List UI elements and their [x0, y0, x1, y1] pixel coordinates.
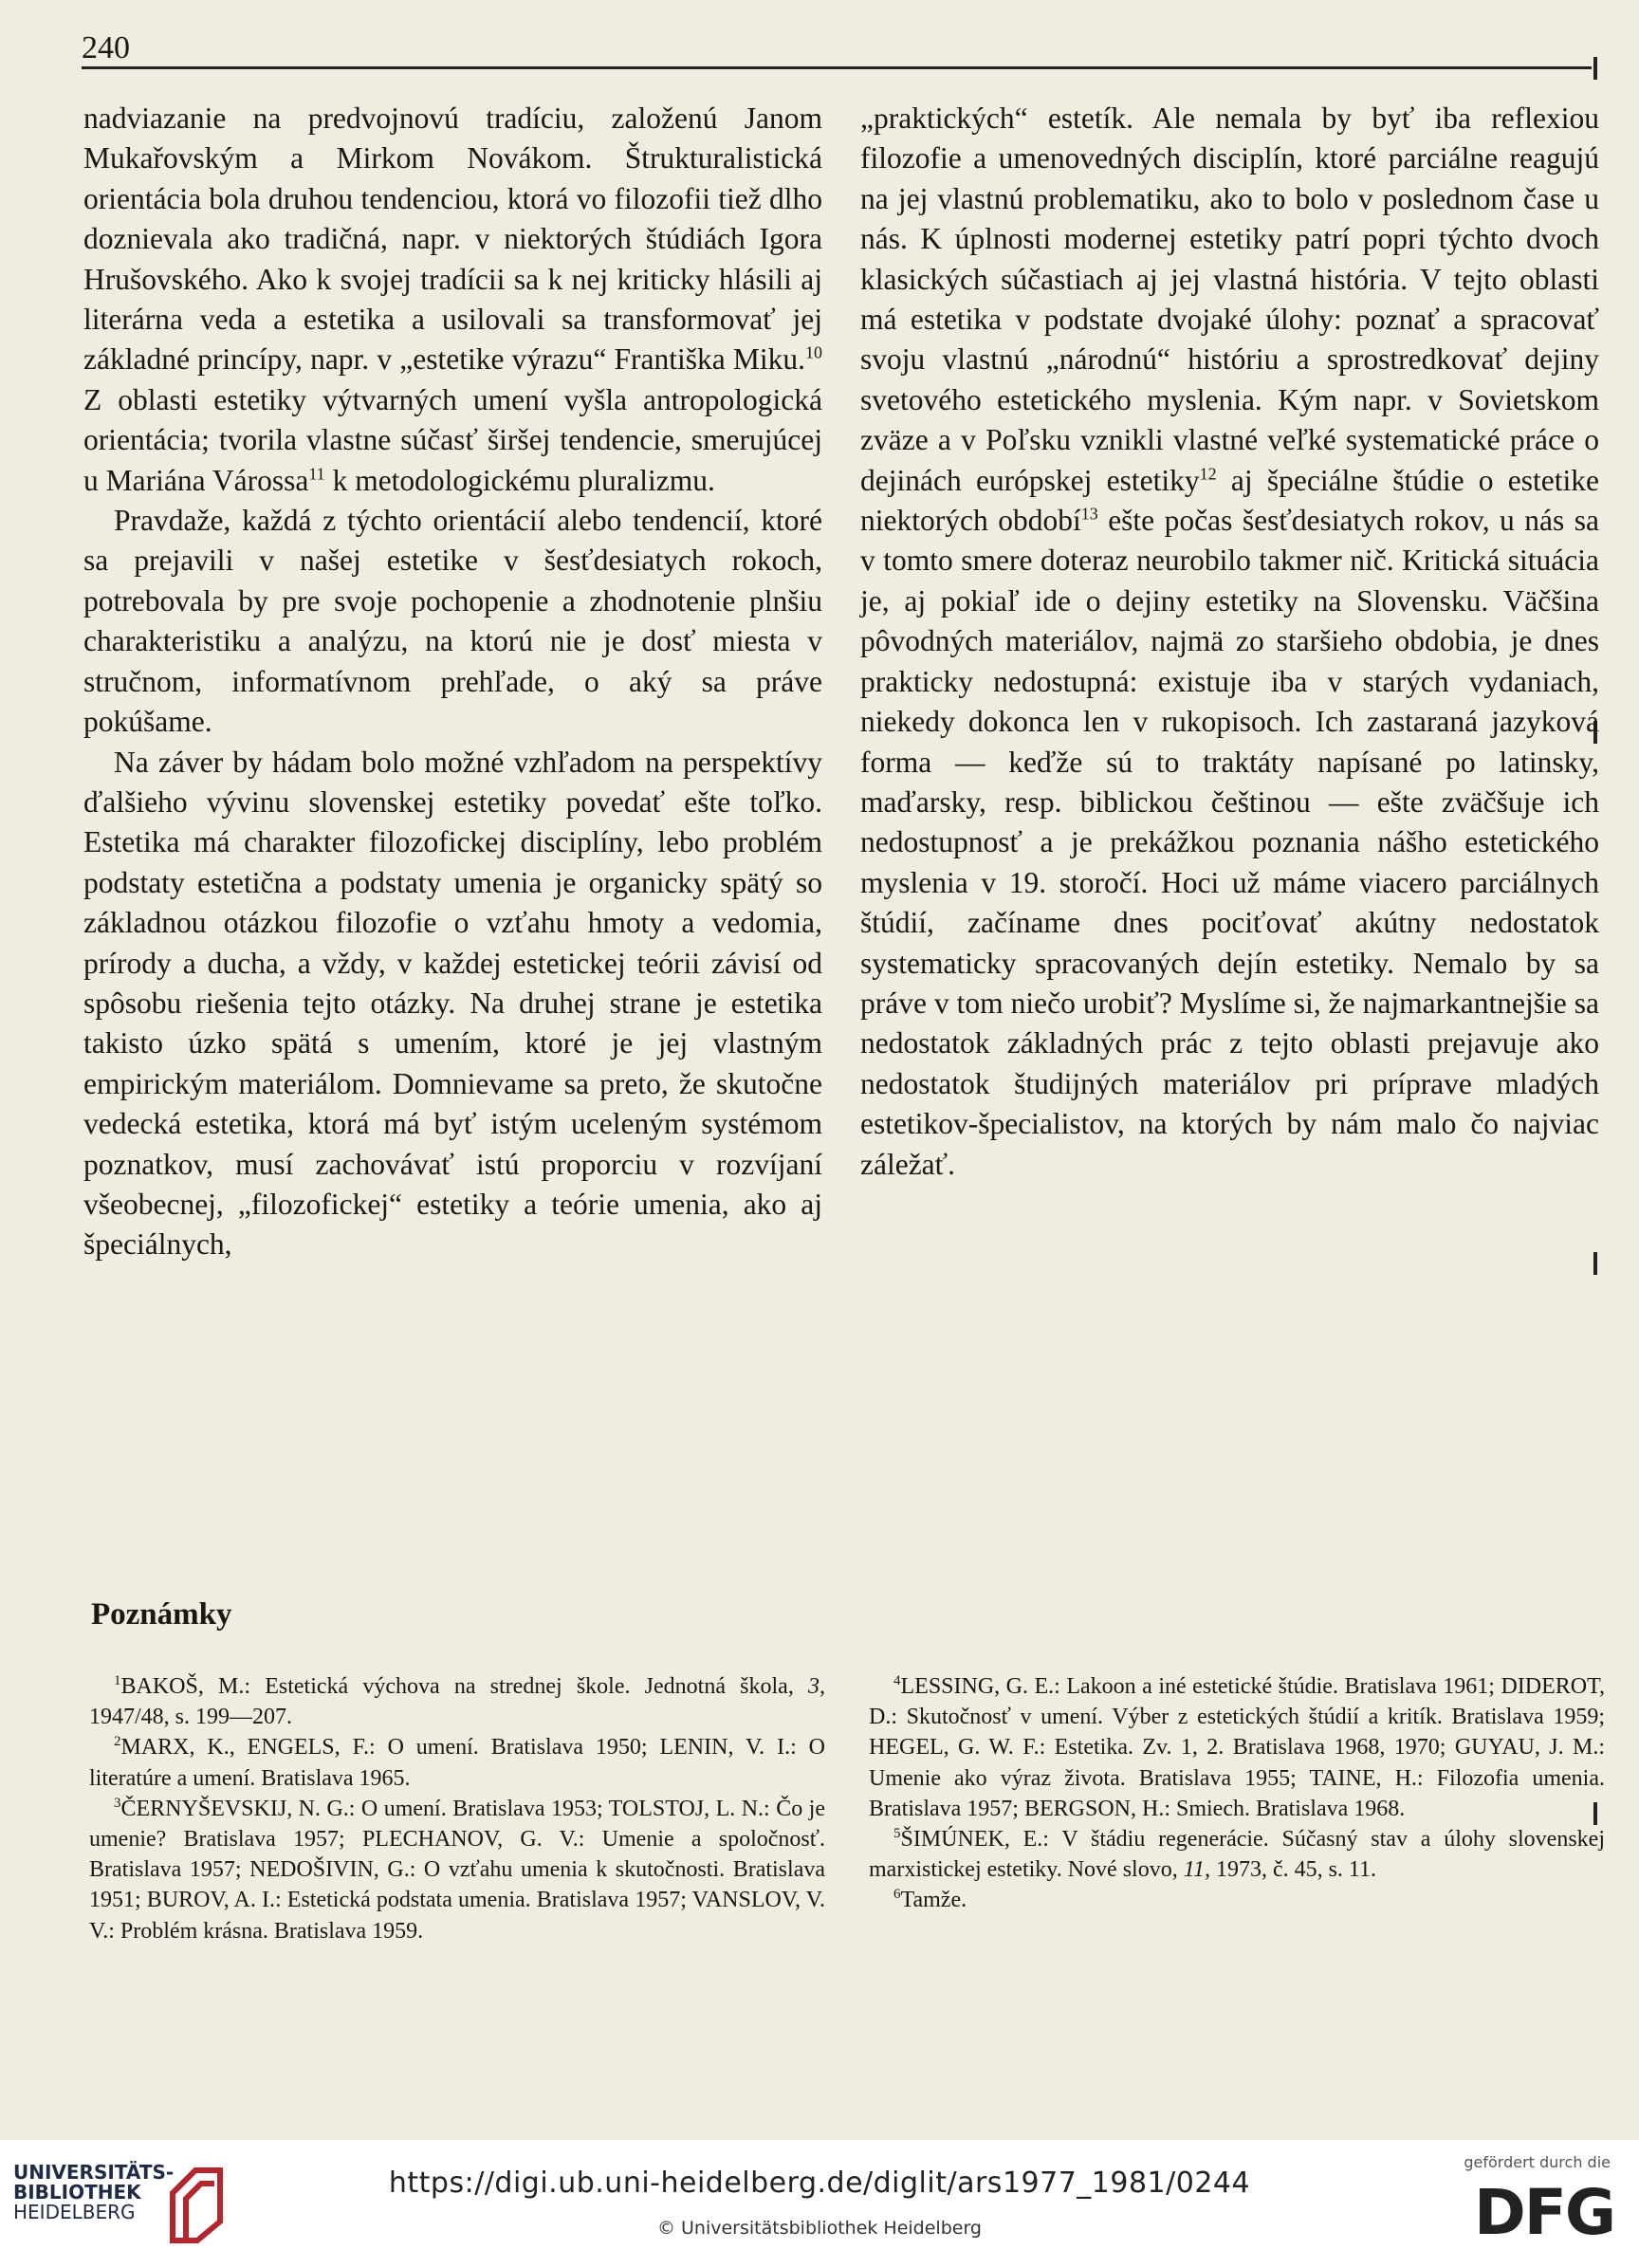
footnote: $^3$ČERNYŠEVSKIJ, N. G.: O umení. Bratislava 1953; TOLSTOJ, L. N.: Čo je umenie? Bratislava 1957; PLECHANOV, G. V.: Umenie a spoločnosť. Bratislava 1957; NEDOŠIVIN, G.: O vzťahu umenia k skutočnosti. Bratislava 1951; BUROV, A. I.: Estetická podstata umenia. Bratislava 1957; VANSLOV, V. V.: Problém krásna. Bratislava 1959. [89, 1795, 825, 1944]
paragraph: „praktických“ estetík. Ale nemala by byť iba reflexiou filozofie a umenovedných disciplín, ktoré parciálne reagujú na jej vlastnú problematiku, ako to bolo v poslednom čase u nás. K úplnosti modernej estetiky patrí popri týchto dvoch klasických súčastiach aj jej vlastná história. V tejto oblasti má estetika v podstate dvojaké úlohy: poznať a spracovať svoju vlastnú „národnú“ históriu a sprostredkovať dejiny svetového estetického myslenia. Kým napr. v Sovietskom zväze a v Poľsku vznikli vlastné veľké systematické práce o dejinách európskej estetiky$^{12}$ aj špeciálne štúdie o estetike niektorých období$^{13}$ ešte počas šesťdesiatych rokov, u nás sa v tomto smere doteraz neurobilo takmer nič. Kritická situácia je, aj pokiaľ ide o dejiny estetiky na Slovensku. Väčšina pôvodných materiálov, najmä zo staršieho obdobia, je dnes prakticky nedostupná: existuje iba v starých vydaniach, niekedy dokonca len v rukopisoch. Ich zastaraná jazyková forma — keďže sú to traktáty napísané po latinsky, maďarsky, resp. biblickou češtinou — ešte zväčšuje ich nedostupnosť a je prekážkou poznania nášho estetického myslenia v 19. storočí. Hoci už máme viacero parciálnych štúdií, začíname dnes pociťovať akútny nedostatok systematicky spracovaných dejín estetiky. Nemalo by sa práve v tom niečo urobiť? Myslíme si, že najmarkantnejšie sa nedostatok základných prác z tejto oblasti prejavuje ako nedostatok študijných materiálov pri príprave mladých estetikov-špecialistov, na ktorých by nám malo čo najviac záležať. [860, 101, 1599, 1181]
header-rule [82, 66, 1592, 69]
document-url-link[interactable]: https://digi.ub.uni-heidelberg.de/diglit/ars1977_1981/0244 [388, 2167, 1251, 2200]
notes-right-column [869, 1671, 1605, 1916]
footnote: $^6$Tamže. [893, 1887, 967, 1913]
library-logo-text[interactable]: UNIVERSITÄTS- BIBLIOTHEK HEIDELBERG [13, 2161, 175, 2223]
left-text-column [83, 99, 822, 1265]
footnote: $^4$LESSING, G. E.: Lakoon a iné estetické štúdie. Bratislava 1961; DIDEROT, D.: Skutočnosť v umení. Výber z estetických štúdií a kritík. Bratislava 1959; HEGEL, G. W. F.: Estetika. Zv. 1, 2. Bratislava 1968, 1970; GUYAU, J. M.: Umenie ako výraz života. Bratislava 1955; TAINE, H.: Filozofia umenia. Bratislava 1957; BERGSON, H.: Smiech. Bratislava 1968. [869, 1673, 1605, 1821]
viewer-footer [0, 2140, 1639, 2268]
dfg-logo[interactable]: DFG [1473, 2176, 1614, 2249]
footnote: $^5$ŠIMÚNEK, E.: V štádiu regenerácie. Súčasný stav a úlohy slovenskej marxistickej estetiky. Nové slovo, 11, 1973, č. 45, s. 11. [869, 1826, 1605, 1883]
footnote: $^1$BAKOŠ, M.: Estetická výchova na strednej škole. Jednotná škola, 3, 1947/48, s. 199—207. [89, 1673, 825, 1730]
right-text-column [860, 99, 1599, 1185]
paragraph: Pravdaže, každá z týchto orientácií alebo tendencií, ktoré sa prejavili v našej estetike v šesťdesiatych rokoch, potrebovala by pre svoje pochopenie a zhodnotenie plnšiu charakteristiku a analýzu, na ktorú nie je dosť miesta v stručnom, informatívnom prehľade, o aký sa práve pokúšame. [83, 504, 822, 739]
page-number: 240 [82, 30, 130, 65]
paragraph: Na záver by hádam bolo možné vzhľadom na perspektívy ďalšieho vývinu slovenskej estetiky povedať ešte toľko. Estetika má charakter filozofickej disciplíny, lebo problém podstaty estetična a podstaty umenia je organicky spätý so základnou otázkou filozofie o vzťahu hmoty a vedomia, prírody a ducha, a vždy, v každej estetickej teórii závisí od spôsobu riešenia tejto otázky. Na druhej strane je estetika takisto úzko spätá s umením, ktoré je jej vlastným empirickým materiálom. Domnievame sa preto, že skutočne vedecká estetika, ktorá má byť istým uceleným systémom poznatkov, musí zachovávať istú proporciu v rozvíjaní všeobecnej, „filozofickej“ estetiky a teórie umenia, ako aj špeciálnych, [83, 745, 822, 1262]
notes-heading: Poznámky [91, 1597, 232, 1632]
copyright-text: © Universitätsbibliothek Heidelberg [656, 2218, 982, 2239]
notes-left-column [89, 1671, 825, 1946]
footnote: $^2$MARX, K., ENGELS, F.: O umení. Bratislava 1950; LENIN, V. I.: O literatúre a umení. Bratislava 1965. [89, 1734, 825, 1791]
paragraph: nadviazanie na predvojnovú tradíciu, založenú Janom Mukařovským a Mirkom Novákom. Štrukturalistická orientácia bola druhou tendenciou, ktorá vo filozofii tiež dlho doznievala ako tradičná, napr. v niektorých štúdiách Igora Hrušovského. Ako k svojej tradícii sa k nej kriticky hlásili aj literárna veda a estetika a usilovali sa transformovať jej základné princípy, napr. v „estetike výrazu“ Františka Miku.$^{10}$ Z oblasti estetiky výtvarných umení vyšla antropologická orientácia; tvorila vlastne súčasť širšej tendencie, smerujúcej u Mariána Várossa$^{11}$ k metodologickému pluralizmu. [83, 101, 822, 497]
funded-by-label: gefördert durch die [1464, 2153, 1611, 2171]
